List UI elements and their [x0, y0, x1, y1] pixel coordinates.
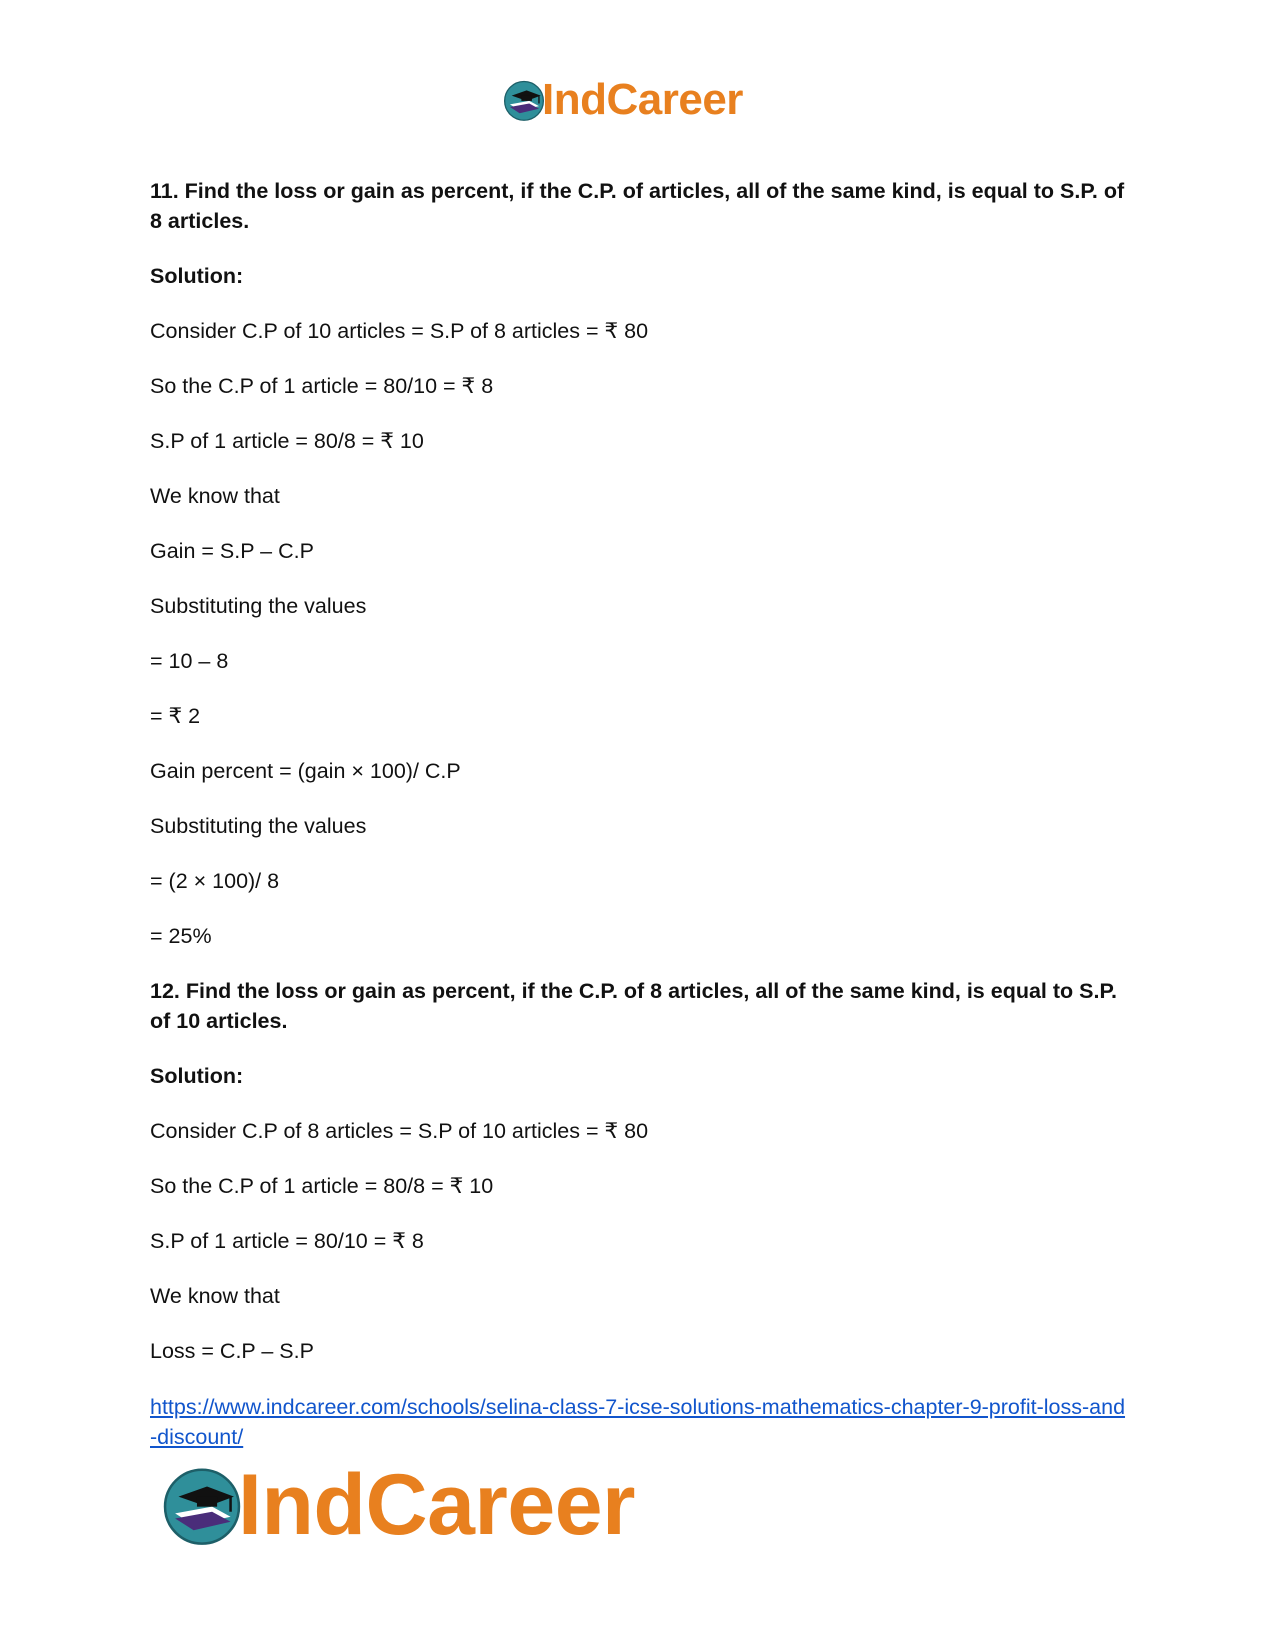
question-11-text: 11. Find the loss or gain as percent, if the C.P. of articles, all of the same kind, is equal to S.P. of 8 articles.: [150, 179, 1125, 233]
solution-step: So the C.P of 1 article = 80/8 = ₹ 10: [150, 1174, 494, 1198]
question-12-text: 12. Find the loss or gain as percent, if the C.P. of 8 articles, all of the same kind, is equal to S.P. of 10 articles.: [150, 979, 1117, 1033]
header-logo: [502, 75, 743, 124]
document-body: [150, 176, 1130, 1391]
solution-step: We know that: [150, 1284, 280, 1308]
indcareer-logo-icon: [160, 1463, 244, 1547]
solution-step: We know that: [150, 484, 280, 508]
solution-step: Consider C.P of 10 articles = S.P of 8 articles = ₹ 80: [150, 319, 649, 343]
source-link[interactable]: https://www.indcareer.com/schools/selina-class-7-icse-solutions-mathematics-chapter-9-profit-loss-and-discount/: [150, 1395, 1126, 1449]
solution-step: S.P of 1 article = 80/8 = ₹ 10: [150, 429, 424, 453]
solution-label: Solution:: [150, 264, 244, 288]
solution-step: = ₹ 2: [150, 704, 201, 728]
solution-step: S.P of 1 article = 80/10 = ₹ 8: [150, 1229, 424, 1253]
footer-logo: [160, 1457, 635, 1553]
solution-step: Gain percent = (gain × 100)/ C.P: [150, 759, 461, 783]
indcareer-logo-icon: [502, 78, 546, 122]
solution-step: So the C.P of 1 article = 80/10 = ₹ 8: [150, 374, 494, 398]
solution-step: Substituting the values: [150, 814, 367, 838]
solution-step: = (2 × 100)/ 8: [150, 869, 280, 893]
solution-step: Consider C.P of 8 articles = S.P of 10 articles = ₹ 80: [150, 1119, 649, 1143]
solution-label: Solution:: [150, 1064, 244, 1088]
logo-wordmark: IndCareer: [542, 75, 743, 124]
solution-step: Substituting the values: [150, 594, 367, 618]
solution-step: Gain = S.P – C.P: [150, 539, 314, 563]
solution-step: = 25%: [150, 924, 212, 948]
solution-step: Loss = C.P – S.P: [150, 1339, 314, 1363]
solution-step: = 10 – 8: [150, 649, 229, 673]
logo-wordmark: IndCareer: [238, 1457, 635, 1553]
